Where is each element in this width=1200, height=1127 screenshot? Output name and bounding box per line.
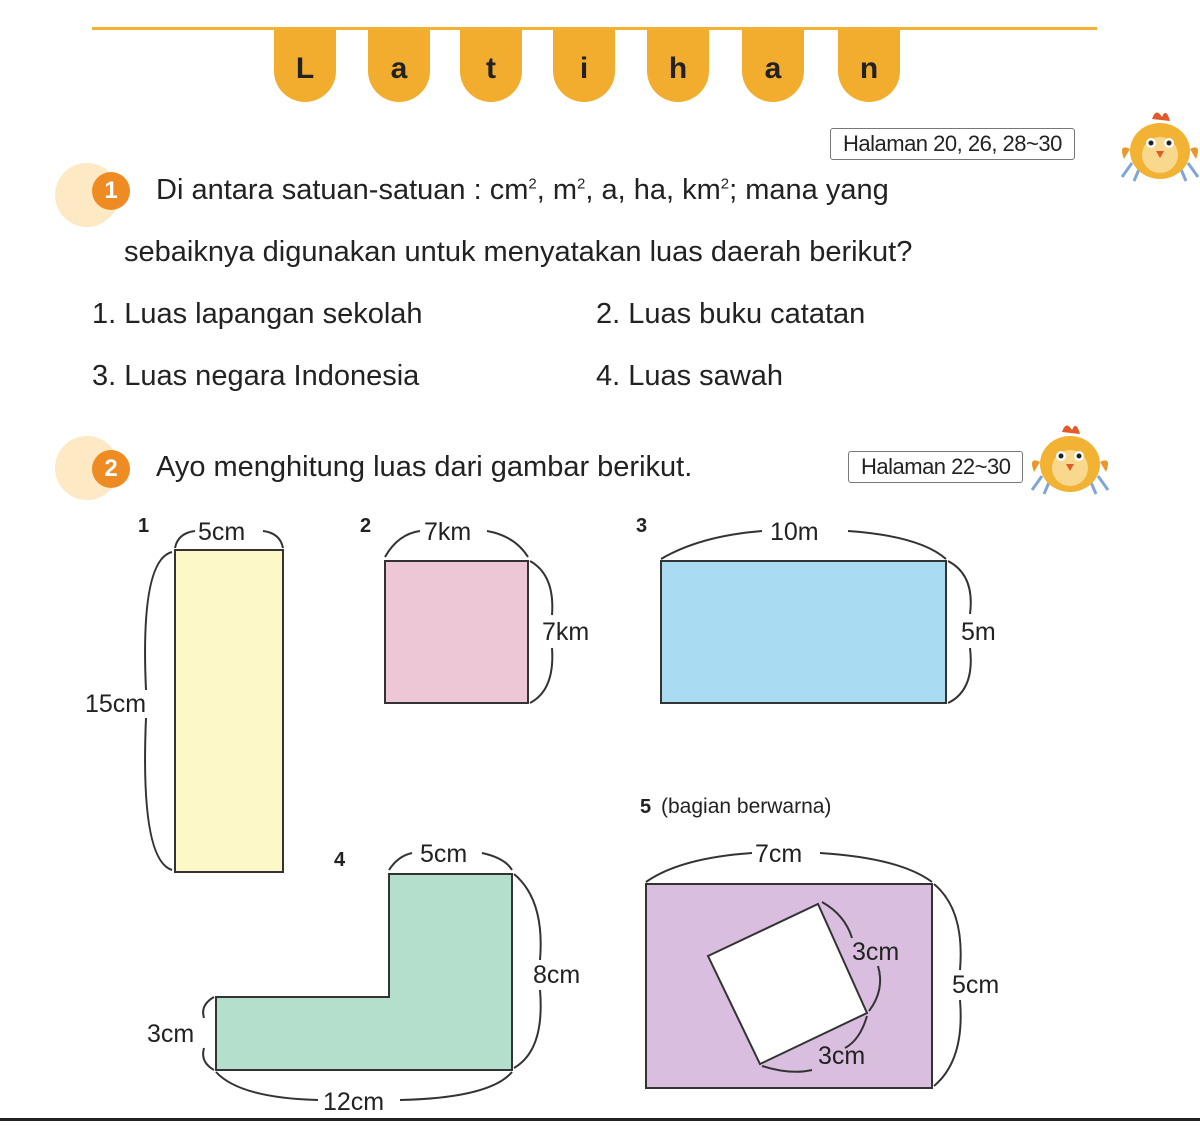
figure-2-width-label: 7km [424, 518, 472, 546]
q1-item-1: 1. Luas lapangan sekolah [92, 298, 423, 330]
title-letter: L [295, 52, 315, 85]
figure-4-bottom-label: 12cm [323, 1088, 385, 1116]
figure-5-width-label: 7cm [755, 840, 803, 868]
figure-4-number: 4 [334, 849, 346, 871]
figure-5-inner-label-1: 3cm [852, 938, 900, 966]
title-letter: n [859, 52, 879, 85]
unit-a: a [601, 174, 618, 206]
figure-2-height-label: 7km [542, 618, 590, 646]
figure-4-right-label: 8cm [533, 961, 581, 989]
figure-1-number: 1 [138, 515, 150, 537]
bottom-rule [0, 1118, 1200, 1121]
figure-3-height-label: 5m [961, 618, 996, 646]
question-number-1: 1 [92, 172, 130, 210]
title-letter: a [764, 52, 782, 85]
question1-line2: sebaiknya digunakan untuk menyatakan luas daerah berikut? [124, 236, 913, 268]
figure-3-width-label: 10m [770, 518, 819, 546]
unit-km: km [682, 174, 721, 206]
superscript: 2 [720, 175, 730, 193]
superscript: 2 [528, 175, 537, 193]
figure-2-number: 2 [360, 515, 372, 537]
figure-1-height-brace [145, 552, 172, 870]
figure-3-rect [661, 561, 946, 703]
figure-4-shape [216, 874, 512, 1070]
figure-1-width-label: 5cm [198, 518, 246, 546]
superscript: 2 [577, 175, 586, 193]
figure-5-inner-label-2: 3cm [818, 1042, 866, 1070]
question-number-2: 2 [92, 450, 130, 488]
figure-5-number: 5 [640, 796, 652, 818]
question2-text: Ayo menghitung luas dari gambar berikut. [156, 451, 693, 483]
title-letter: a [390, 52, 408, 85]
figure-1-height-label: 15cm [85, 690, 147, 718]
figure-5-note: (bagian berwarna) [661, 795, 832, 818]
q1-text-after: ; mana yang [729, 174, 889, 206]
figure-4-left-label: 3cm [147, 1020, 195, 1048]
question1-line1: Di antara satuan-satuan : $cm^2$, $m^2$, a, ha, $km^2$; mana yang [156, 174, 889, 206]
q1-item-4: 4. Luas sawah [596, 360, 784, 392]
q1-item-3: 3. Luas negara Indonesia [92, 360, 420, 392]
figure-4-left-brace [203, 997, 214, 1070]
title-letter: h [668, 52, 688, 85]
title-letter: t [486, 52, 496, 85]
q1-text-before: Di antara satuan-satuan : cm [156, 174, 529, 206]
title-letter: i [579, 52, 589, 85]
q1-item-2: 2. Luas buku catatan [596, 298, 866, 330]
unit-m: m [552, 174, 577, 206]
page-reference-q1: Halaman 20, 26, 28~30 [830, 128, 1075, 160]
unit-ha: ha [633, 174, 666, 206]
figure-1-rect [175, 550, 283, 872]
page-reference-q2: Halaman 22~30 [848, 451, 1023, 483]
figure-2-rect [385, 561, 528, 703]
figure-4-top-label: 5cm [420, 840, 468, 868]
figure-3-number: 3 [636, 515, 648, 537]
figure-5-height-label: 5cm [952, 971, 1000, 999]
